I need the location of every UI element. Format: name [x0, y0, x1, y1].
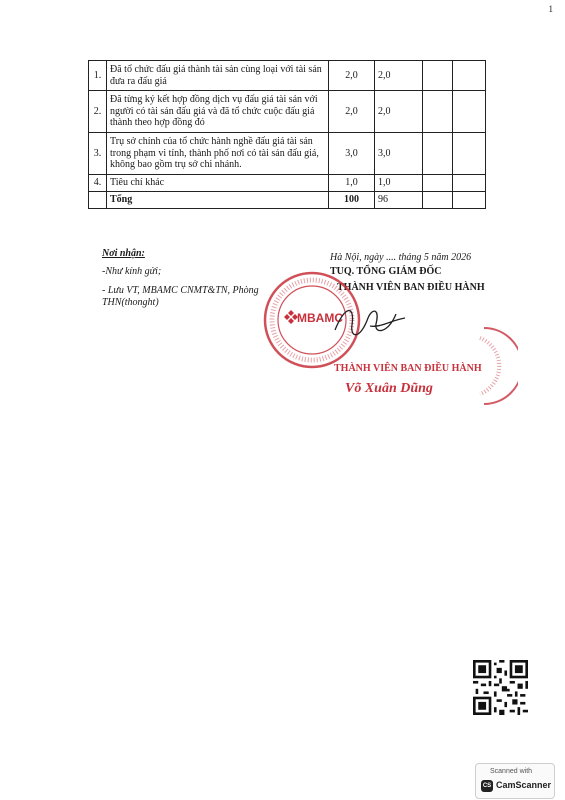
criterion-cell: Trụ sở chính của tổ chức hành nghề đấu giá tài sản trong phạm vi tỉnh, thành phố nơi có tài sản đấu giá, không bao gồm trụ sở chi nhánh.: [107, 133, 329, 175]
camscanner-watermark: [475, 763, 555, 799]
row-number: 3.: [89, 133, 107, 175]
seal-edge-icon: [476, 326, 518, 406]
score-cell: 1,0: [375, 175, 423, 192]
empty-cell: [89, 191, 107, 208]
empty-cell: [453, 61, 486, 91]
scanner-caption: Scanned with: [490, 768, 533, 775]
recipients-title: Nơi nhận:: [102, 248, 145, 259]
total-label: Tổng: [107, 191, 329, 208]
signer-position: THÀNH VIÊN BAN ĐIỀU HÀNH: [337, 282, 485, 293]
total-row: [89, 191, 486, 208]
table-row: [89, 133, 486, 175]
criterion-cell: Tiêu chí khác: [107, 175, 329, 192]
recipient-line: -Như kính gửi;: [102, 266, 162, 277]
scanner-brand: CamScanner: [496, 780, 552, 790]
empty-cell: [453, 91, 486, 133]
max-score-cell: 2,0: [329, 91, 375, 133]
seal-logo-text: MBAMC: [297, 311, 343, 325]
max-score-cell: 2,0: [329, 61, 375, 91]
recipient-line: - Lưu VT, MBAMC CNMT&TN, Phòng THN(thonght): [102, 284, 259, 308]
table-row: [89, 91, 486, 133]
empty-cell: [453, 175, 486, 192]
empty-cell: [423, 191, 453, 208]
total-max: 100: [329, 191, 375, 208]
row-number: 1.: [89, 61, 107, 91]
recipients-block: [102, 248, 272, 316]
empty-cell: [423, 133, 453, 175]
handwritten-signature-icon: [330, 300, 410, 345]
empty-cell: [423, 61, 453, 91]
total-score: 96: [375, 191, 423, 208]
empty-cell: [423, 91, 453, 133]
score-cell: 3,0: [375, 133, 423, 175]
score-cell: 2,0: [375, 61, 423, 91]
signing-date: Hà Nội, ngày .... tháng 5 năm 2026: [330, 252, 472, 263]
authorization-line: TUQ. TỔNG GIÁM ĐỐC: [330, 266, 442, 277]
criterion-cell: Đã từng ký kết hợp đồng dịch vụ đấu giá tài sản với người có tài sản đấu giá và đã tổ chức cuộc đấu giá thành theo hợp đồng đó: [107, 91, 329, 133]
camscanner-logo-icon: CS: [481, 780, 493, 792]
max-score-cell: 3,0: [329, 133, 375, 175]
signer-title: THÀNH VIÊN BAN ĐIỀU HÀNH: [334, 363, 482, 374]
row-number: 4.: [89, 175, 107, 192]
max-score-cell: 1,0: [329, 175, 375, 192]
table-row: [89, 175, 486, 192]
empty-cell: [423, 175, 453, 192]
page-number: 1: [548, 4, 553, 14]
score-cell: 2,0: [375, 91, 423, 133]
score-table: [88, 60, 486, 209]
empty-cell: [453, 133, 486, 175]
row-number: 2.: [89, 91, 107, 133]
signer-name: Võ Xuân Dũng: [345, 381, 433, 396]
qr-code-icon: [473, 660, 528, 715]
table-row: [89, 61, 486, 91]
empty-cell: [453, 191, 486, 208]
criterion-cell: Đã tổ chức đấu giá thành tài sản cùng loại với tài sản đưa ra đấu giá: [107, 61, 329, 91]
